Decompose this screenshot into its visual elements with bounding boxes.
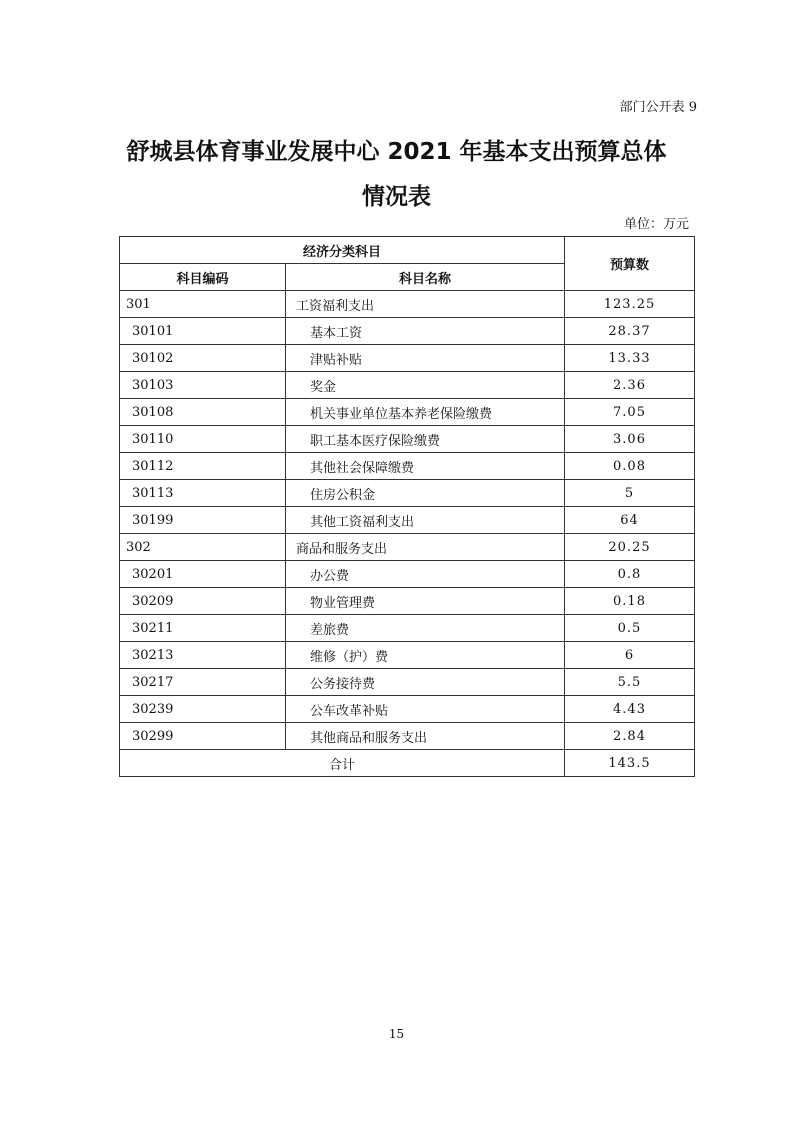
row-name: 机关事业单位基本养老保险缴费 (286, 399, 565, 426)
row-code: 30112 (120, 453, 286, 480)
header-economic-category: 经济分类科目 (120, 237, 565, 264)
row-amount: 123.25 (565, 291, 695, 318)
row-code: 30201 (120, 561, 286, 588)
budget-table (119, 236, 695, 777)
row-amount: 28.37 (565, 318, 695, 345)
table-row (120, 669, 695, 696)
row-amount: 3.06 (565, 426, 695, 453)
table-row (120, 345, 695, 372)
row-code: 30113 (120, 480, 286, 507)
header-name: 科目名称 (286, 264, 565, 291)
row-name: 商品和服务支出 (286, 534, 565, 561)
row-name: 职工基本医疗保险缴费 (286, 426, 565, 453)
table-row (120, 642, 695, 669)
row-amount: 4.43 (565, 696, 695, 723)
row-name: 住房公积金 (286, 480, 565, 507)
row-name: 办公费 (286, 561, 565, 588)
row-amount: 0.5 (565, 615, 695, 642)
row-name: 津贴补贴 (286, 345, 565, 372)
table-row (120, 615, 695, 642)
total-row (120, 750, 695, 777)
row-name: 物业管理费 (286, 588, 565, 615)
row-code: 30110 (120, 426, 286, 453)
table-row (120, 426, 695, 453)
row-code: 30102 (120, 345, 286, 372)
row-name: 其他工资福利支出 (286, 507, 565, 534)
title-line-2: 情况表 (362, 184, 431, 210)
row-name: 维修（护）费 (286, 642, 565, 669)
table-row (120, 480, 695, 507)
row-name: 差旅费 (286, 615, 565, 642)
row-amount: 13.33 (565, 345, 695, 372)
header-row-1 (120, 237, 695, 264)
row-code: 302 (120, 534, 286, 561)
row-name: 公务接待费 (286, 669, 565, 696)
row-code: 30239 (120, 696, 286, 723)
page-title (100, 130, 693, 220)
row-code: 30199 (120, 507, 286, 534)
row-code: 30217 (120, 669, 286, 696)
page-number: 15 (388, 1027, 405, 1041)
header-code: 科目编码 (120, 264, 286, 291)
table-row (120, 588, 695, 615)
table-row (120, 291, 695, 318)
total-amount: 143.5 (565, 750, 695, 777)
row-code: 30103 (120, 372, 286, 399)
row-code: 30108 (120, 399, 286, 426)
row-amount: 5.5 (565, 669, 695, 696)
row-code: 30211 (120, 615, 286, 642)
row-amount: 2.84 (565, 723, 695, 750)
unit-label: 单位：万元 (623, 217, 689, 232)
table-row (120, 453, 695, 480)
row-amount: 5 (565, 480, 695, 507)
row-name: 其他商品和服务支出 (286, 723, 565, 750)
row-amount: 7.05 (565, 399, 695, 426)
row-name: 工资福利支出 (286, 291, 565, 318)
row-code: 301 (120, 291, 286, 318)
row-code: 30213 (120, 642, 286, 669)
table-row (120, 723, 695, 750)
row-amount: 2.36 (565, 372, 695, 399)
table-row (120, 696, 695, 723)
row-amount: 0.8 (565, 561, 695, 588)
row-name: 奖金 (286, 372, 565, 399)
row-code: 30101 (120, 318, 286, 345)
row-code: 30299 (120, 723, 286, 750)
row-amount: 20.25 (565, 534, 695, 561)
header-amount: 预算数 (565, 237, 695, 291)
row-amount: 0.18 (565, 588, 695, 615)
total-label: 合计 (120, 750, 565, 777)
row-code: 30209 (120, 588, 286, 615)
table-body (120, 291, 695, 750)
form-label: 部门公开表 9 (619, 100, 697, 115)
table-row (120, 534, 695, 561)
row-amount: 0.08 (565, 453, 695, 480)
row-name: 公车改革补贴 (286, 696, 565, 723)
row-name: 其他社会保障缴费 (286, 453, 565, 480)
row-amount: 6 (565, 642, 695, 669)
row-name: 基本工资 (286, 318, 565, 345)
title-line-1: 舒城县体育事业发展中心 2021 年基本支出预算总体 (126, 139, 667, 165)
table-row (120, 561, 695, 588)
table-row (120, 372, 695, 399)
table-row (120, 507, 695, 534)
table-row (120, 318, 695, 345)
row-amount: 64 (565, 507, 695, 534)
table-row (120, 399, 695, 426)
